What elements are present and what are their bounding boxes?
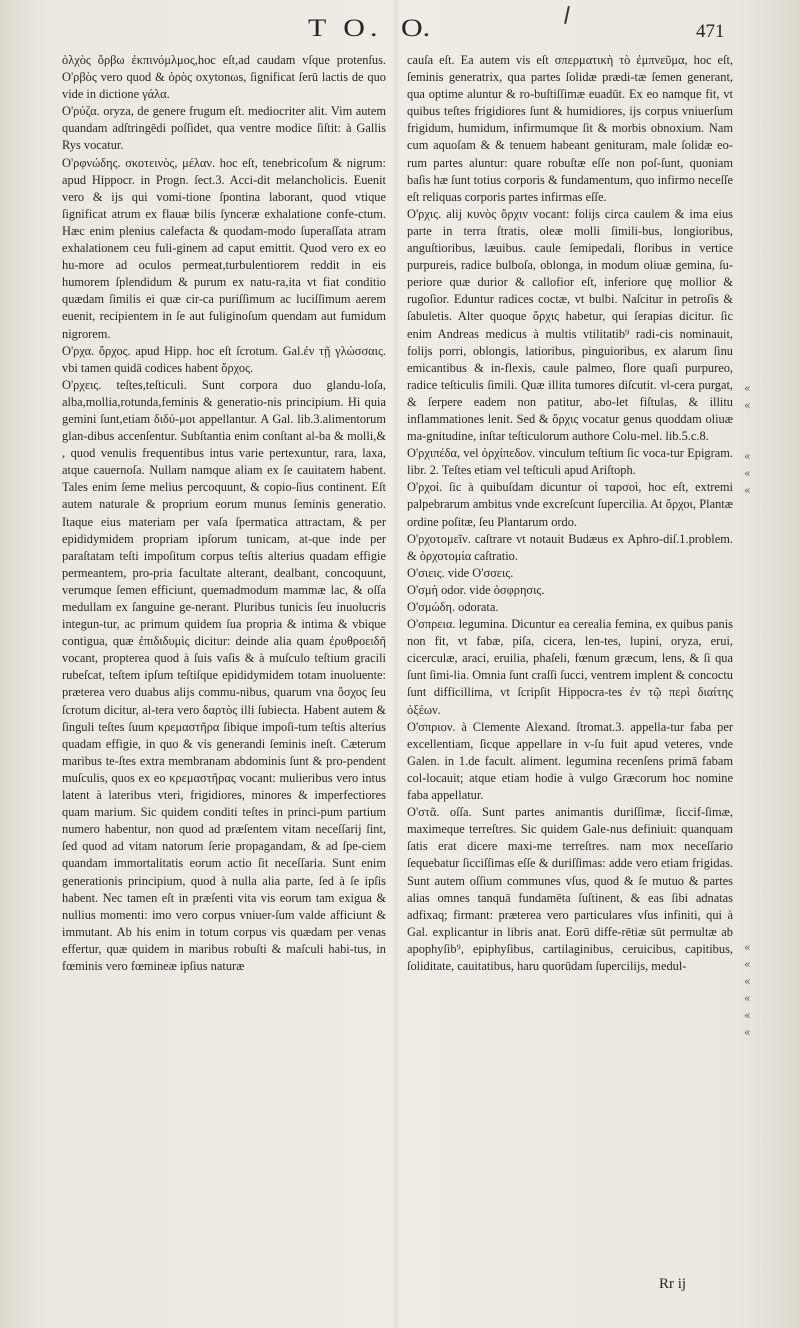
left-column: [62, 52, 386, 975]
entry-paragraph: O'σιεις. vide O'σσεις.: [407, 565, 514, 580]
entry-paragraph: O'ρχοί. ſic à quibuſdam dicuntur οἱ ταρσοὶ, hoc eſt, extremi palpebrarum ambitus vnde excreſcunt ſupercilia. At ὄρχοι, Plantæ ordine poſitæ, ſeu Plantarum ordo.: [407, 480, 733, 529]
entry-paragraph: O'ρχοτομεῖν. caſtrare vt notauit Budæus ex Aphro-diſ.1.problem. & ὀρχοτομία caſtratio.: [407, 531, 733, 563]
gutter-shadow: [393, 0, 399, 1328]
margin-quote: «: [744, 382, 751, 395]
entry-paragraph: O'σμὴ odor. vide ὀσφρησις.: [407, 582, 545, 597]
margin-quote: «: [744, 399, 751, 412]
entry-paragraph: cauſa eſt. Ea autem vis eſt σπερματικὴ τὸ ἐμπνεῦμα, hoc eſt, ſeminis generatrix, qua partes ſolidæ prædi-tæ ſemen generant, qua optime aluntur & ro-buſtiſſimæ euadūt. Ex eo namque fit, vt quibus teſtes frigidiores ſunt & humidiores, ijs corpus vniuerſum frigidum, humidum, infirmumque ſit & morbis obnoxium. Nam cum aquoſam & & tenuem habeant genituram, male ſolidæ eo-rum partes aluntur: quare robuſtæ eſſe non poſ-ſunt, quoniam baſis hæ ſunt totius corporis & fundamentum, quo infirmo neceſſe eſt reliquas corporis partes infirmas eſſe.: [407, 53, 733, 204]
entry-paragraph: O'ρχεις. teſtes,teſticuli. Sunt corpora duo glandu-loſa, alba,mollia,rotunda,feminis & generatio-nis principium. Hi quia gemini ſunt,etiam διδύ-μοι appellantur. A Gal. lib.3.alimentorum glan-dibus accenſentur. Subſtantia enim conſtant al-ba & molli,& , quod venulis frequentibus intus varie pertexuntur, rara, laxa, atque cauernoſa. Nullam namque aliam ex ſe cauitatem habent. Tales enim ſeme melius percoquunt, & copio-ſius continent. Eſt autem naturale & proprium eorum munus ſeminis generatio. Itaque eius materiam per vaſa ſpermatica attractam, & per epididymidem propriam ipſorum tunicam, at-que inde per paraſtatam teſti impoſitum corpus teſtis alterius quadam effigie permeantem, pro-pria facultate alterant, dealbant, concoquunt, verumque ſemen efficiunt, quemadmodum mammæ lac, & oſſa medullam ex ſanguine ge-nerant. Pluribus tunicis ſeu inuolucris integun-tur, ac primum quidem ſua propria & intima & vbique contigua, quæ ἐπιδιδυμὶς dicitur: deinde alia quam ἐρυθροειδῆ vocant, propterea quod à ſuis vaſis & à muſculo teſtium gracili rubeſcat, teſtem ipſum teſtiſque epididymidem totam inuoluente: præterea vero duabus alijs commu-nibus, quarum vna ὄσχος ſeu ſcrotum dicitur, al-tera vero δαρτὸς illi ſubiecta. Habent autem & ſinguli teſtes ſuum κρεμαστῆρα ſibique impoſi-tum teſtis alterius quadam effigie, in quo & vis generandi ſeminis ineſt. Cæterum maribus te-ſtes extra membranam abdominis ſunt & pro-pendent muſculis, quos ex eo κρεμαστῆρας vocant: mulieribus vero intus latent à lateribus vteri, frigidiores, minores & imperfectiores quam marium. Sic quidem conditi teſtes in princi-pum partium numero habentur, non quod ad præſentem vitam neceſſarij ſint, ſed quod ad vitam natorum ſerie propagandam, & ad ſpe-ciem quandam immortalitatis eorum actio ſit neceſſaria. Sunt enim generationis principium, quod à nulla alia parte, ſed à ſe ipſis habent. Nec tamen eſt in præſenti vita vis eorum tam exigua & nullius momenti: imo vero corpus vniuer-ſum valde afficiunt & immutant. Ab his enim in totum corpus vis quædam per venas effertur, quæ quidem in maribus robuſti & maſculi habi-tus, in fœminis vero fœmineæ ipſius naturæ: [62, 377, 386, 973]
entry-paragraph: O'ρφνώδης. σκοτεινὸς, μέλαν. hoc eſt, tenebricoſum & nigrum: apud Hippocr. in Progn. ſect.3. Acci-dit melancholicis. Euenit vero & ijs qui vomi-tione ſpontina laborant, quod vtique ſignificat atrum ex flauæ bilis ſynceræ exhalatione confe-ctum. Hæc enim plenius calefacta & quodam-modo ſuperaſſata atram exhalationem ceu fuli-ginem ad caput emittit. Quod vero ex eo hu-more ad oculos permeat,turbulentiorem reddit in eis humorem ſplendidum & purum ex natu-ra,ita vt fiat conditio quædam ſimilis ei quæ cir-ca puriſſimum ac luciſſimum aerem euenit, recipientem in ſe aut fuliginoſum quendam aut fumidum nigrorem.: [62, 155, 386, 341]
running-header: [0, 14, 800, 54]
margin-quote: «: [744, 1009, 751, 1022]
margin-quote: «: [744, 941, 751, 954]
entry-paragraph: O'ρχις. alij κυνὸς ὄρχιν vocant: folijs circa caulem & ima eius parte in terra ſtratis, oleæ molli ſimili-bus, longioribus, anguſtioribus, læuibus. caule ſemipedali, floribus in vertice purpureis, radice bulboſa, oblonga, in modum oliuæ gemina, ſu-periore quæ durior & callofior eſt, inferiore quę mollior & rugoſior. Eduntur radices coctæ, vt bulbi. Naſcitur in petroſis & ſabuletis. Alter quoque ὄρχις habetur, qui ſerapias dicitur. ſic enim Andreas medicus à multis vtilitatib⁹ radi-cis nominauit, folijs porri, oblongis, latioribus, pinguioribus, ex alarum ſinu emicantibus & in-flexis, caule palmeo, flore quaſi purpureo, radice teſticulis ſimili. Quæ illita tumores diſcutit. vl-cera purgat, & ſerpere eadem non patitur, abo-let fiſtulas, & illitu inflammationes lenit. Sed & ὄρχις vocatur genus quoddam oliuæ ma-gnitudine, inſtar teſticulorum authore Colu-mel. lib.5.c.8.: [407, 206, 733, 444]
entry-paragraph: O'ρχιπέδα, vel ὀρχίπεδον. vinculum teſtium ſic voca-tur Epigram. libr. 2. Teſtes etiam vel teſticuli apud Ariſtoph.: [407, 446, 733, 478]
margin-quote: «: [744, 992, 751, 1005]
margin-quote: «: [744, 467, 751, 480]
entry-paragraph: O'σμώδη. odorata.: [407, 600, 499, 614]
header-right-letters: O.: [401, 14, 431, 43]
margin-quote-marks: [744, 380, 764, 1041]
margin-quote: «: [744, 1026, 751, 1039]
margin-quote: «: [744, 975, 751, 988]
entry-paragraph: ὀλχὸς ὄρβω ἐκπινόμλμος,hoc eſt,ad caudam vſque protenſus. O'ρβὸς vero quod & ὀρὸς oxytonωs, ſignificat ſerū lactis de quo vide in dictione γάλα.: [62, 53, 386, 102]
entry-paragraph: O'ρχα. ὄρχος. apud Hipp. hoc eſt ſcrotum. Gal.ἐν τῇ γλώσσαις. vbi tamen quidā codices habent ὄρχος.: [62, 343, 386, 375]
entry-paragraph: O'σπριον. à Clemente Alexand. ſtromat.3. appella-tur faba per excellentiam, ſicque appellare in v-ſu fuit apud veteres, vnde Galen. in 1.de facult. aliment. legumina recenſens primā fabam col-locauit; atque etiam hodie à vulgo Græcorum hoc nomine faba appellatur.: [407, 719, 733, 803]
margin-quote: «: [744, 958, 751, 971]
margin-quote: «: [744, 450, 751, 463]
entry-paragraph: O'σπρεια. legumina. Dicuntur ea cerealia femina, ex quibus panis non fit, vt fabæ, piſa, cicera, len-tes, lupini, oryza, erui, cicerculæ, araci, eruilia, phaſeli, fœnum græcum, lens, & ſi qua ſunt ſimi-lia. Omnia ſunt craſſi ſucci, ventrem implent & concoctu ſunt difficillima, vt ſcripſit Hippocra-tes ἐν τῷ περὶ διαίτης ὀξέων.: [407, 617, 733, 717]
entry-paragraph: O'στᾶ. oſſa. Sunt partes animantis duriſſimæ, ſiccif-ſimæ, maximeque terreſtres. Sic quidem Gale-nus definiuit: quanquam ſatis erat dicere maxi-me terreſtres. nam mox neceſſario ſequebatur ſicciſſimas eſſe & duriſſimas: adde vero etiam frigidas. Sunt autem oſſium communes vſus, quod & ſe mutuo & partes alias omnes tanquā fundamēta ſuſtinent, & eas ſibi adnatas adfixaq; firmant: præterea vero particulares vſus infiniti, qui à Gal. explicantur in libris anat. Eorū diffe-rētiæ sūt permultæ ab apophyſib⁹, epiphyſibus, cartilaginibus, ceruicibus, capitibus, ſoliditate, cauitatibus, haru quorūdam ſupercilijs, medul-: [407, 805, 733, 973]
signature-mark: Rr ij: [659, 1276, 687, 1292]
right-column: [407, 52, 733, 975]
header-left-letters: T O.: [308, 14, 383, 43]
margin-quote: «: [744, 484, 751, 497]
entry-paragraph: O'ρύζα. oryza, de genere frugum eſt. mediocriter alit. Vim autem quandam adſtringēdi poſſidet, qua ventre modice ſiſtit: à Gallis Rys vocatur.: [62, 104, 386, 153]
page-number: 471: [696, 21, 725, 42]
